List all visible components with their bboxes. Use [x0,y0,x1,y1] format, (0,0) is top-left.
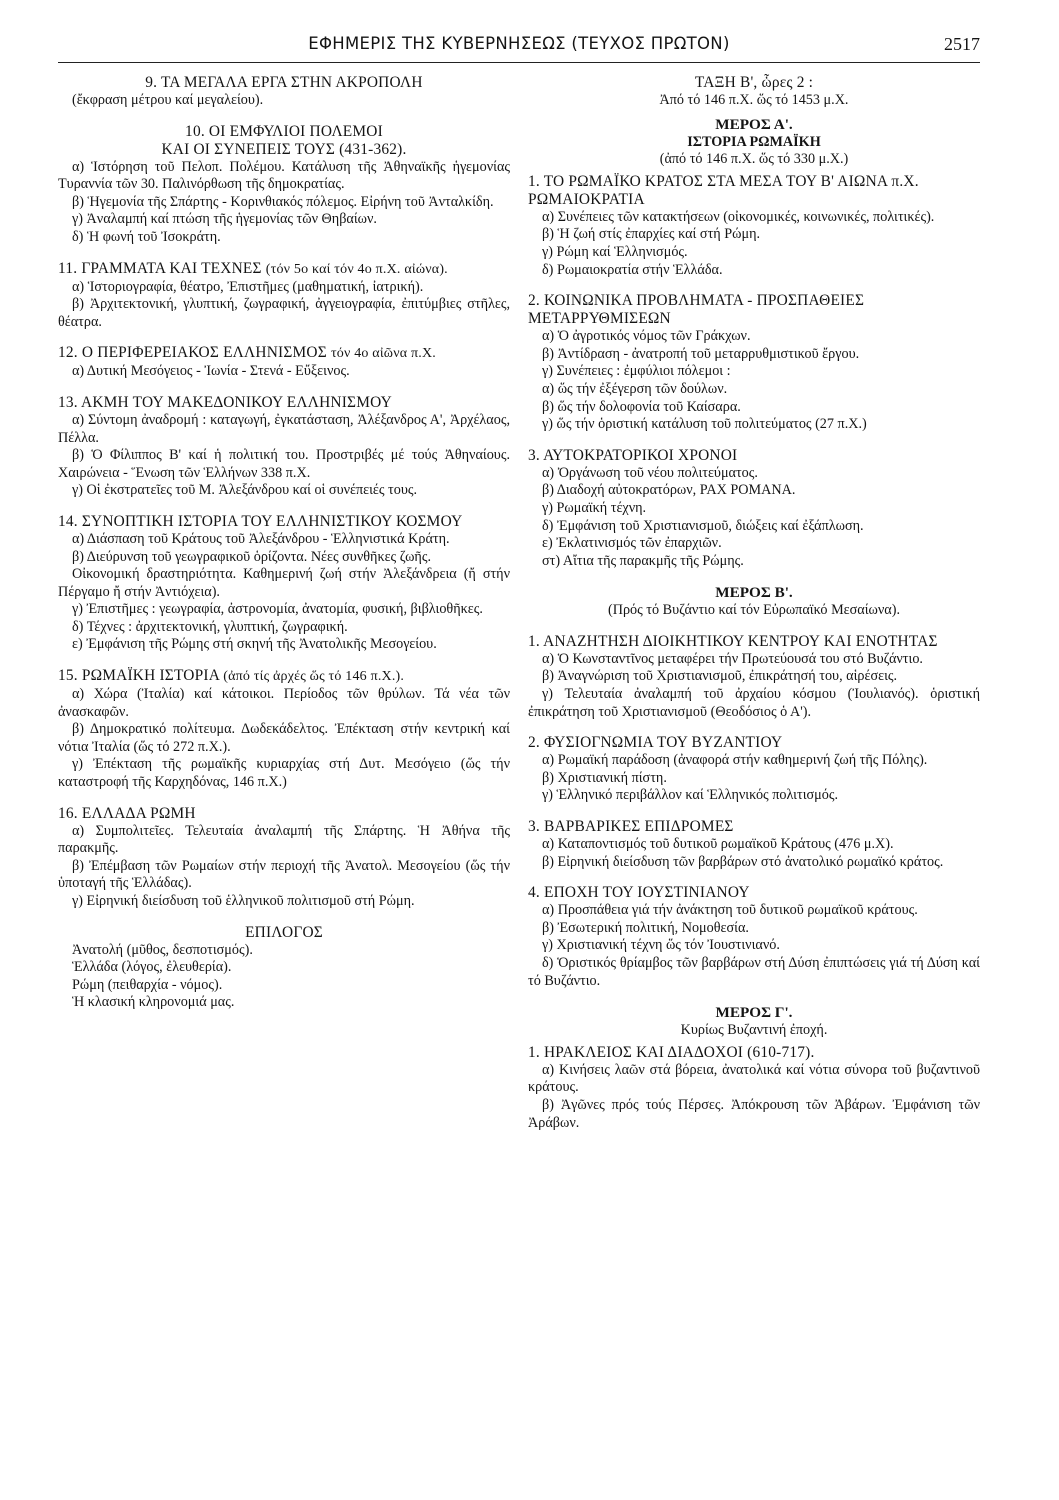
section-10 [58,123,510,247]
section-item: β) Ἀντίδραση - ἀνατροπή τοῦ μεταρρυθμιστικοῦ ἔργου. [542,345,860,362]
section-12 [58,344,510,381]
heading-tail: (τόν 5ο καί τόν 4ο π.Χ. αἰώνα). [265,261,448,277]
section-item: γ) Ἐπιστῆμες : γεωγραφία, ἀστρονομία, ἀνατομία, φυσική, βιβλιοθῆκες. [72,601,483,618]
epilogue-item: Ἡ κλασική κληρονομιά μας. [72,994,235,1011]
section-heading: 13. ΑΚΜΗ ΤΟΥ ΜΑΚΕΔΟΝΙΚΟΥ ΕΛΛΗΝΙΣΜΟΥ [58,393,392,411]
section-11 [58,260,510,332]
section-item: α) Κινήσεις λαῶν στά βόρεια, ἀνατολικά καί νότια σύνορα τοῦ βυζαντινοῦ κράτους. [528,1061,980,1096]
section-item: γ) Οἱ ἐκστρατεῖες τοῦ Μ. Ἀλεξάνδρου καί οἱ συνέπειές τους. [72,482,418,499]
part-a-section-1 [528,173,980,279]
section-heading: 4. ΕΠΟΧΗ ΤΟΥ ΙΟΥΣΤΙΝΙΑΝΟΥ [528,884,750,902]
right-column [528,74,980,1132]
section-item: γ) Ἐπέκταση τῆς ρωμαϊκῆς κυριαρχίας στή Δυτ. Μεσόγειο (ὥς τήν καταστροφή τῆς Καρχηδόνας, 146 π.Χ.) [58,756,510,791]
section-item: στ) Αἴτια τῆς παρακμῆς τῆς Ρώμης. [542,552,744,569]
section-item: β) Δημοκρατικό πολίτευμα. Δωδεκάδελτος. Ἐπέκταση στήν κεντρική καί νότια Ἰταλία (ὥς τό 272 π.Χ.). [58,721,510,755]
section-9 [58,74,510,110]
section-heading: 9. ΤΑ ΜΕΓΑΛΑ ΕΡΓΑ ΣΤΗΝ ΑΚΡΟΠΟΛΗ [145,74,423,91]
part-range: (ἀπό τό 146 π.Χ. ὥς τό 330 μ.Χ.) [659,151,849,168]
heading-text: 11. ΓΡΑΜΜΑΤΑ ΚΑΙ ΤΕΧΝΕΣ [58,259,262,277]
section-item: γ) Ἀναλαμπή καί πτώση τῆς ἡγεμονίας τῶν Θηβαίων. [72,211,377,228]
section-heading: 2. ΚΟΙΝΩΝΙΚΑ ΠΡΟΒΛΗΜΑΤΑ - ΠΡΟΣΠΑΘΕΙΕΣ ΜΕΤΑΡΡΥΘΜΙΣΕΩΝ [528,292,865,328]
section-heading-line2: ΚΑΙ ΟΙ ΣΥΝΕΠΕΙΣ ΤΟΥΣ (431-362). [161,140,407,158]
section-item: ε) Ἐμφάνιση τῆς Ρώμης στή σκηνή τῆς Ἀνατολικῆς Μεσογείου. [72,636,437,653]
section-heading [58,667,510,686]
section-item: β) ὥς τήν δολοφονία τοῦ Καίσαρα. [542,398,741,415]
section-item: β) Ἀγῶνες πρός τούς Πέρσες. Ἀπόκρουση τῶν Ἀβάρων. Ἐμφάνιση τῶν Ἀράβων. [528,1096,980,1131]
page-number: 2517 [944,34,980,54]
section-item: α) Ἱστόρηση τοῦ Πελοπ. Πολέμου. Κατάλυση τῆς Ἀθηναϊκῆς ἡγεμονίας Τυραννία τῶν 30. Παλινόρθωση τῆς δημοκρατίας. [58,158,510,193]
section-item: β) Ἡγεμονία τῆς Σπάρτης - Κορινθιακός πόλεμος. Εἰρήνη τοῦ Ἀνταλκίδη. [72,193,494,210]
section-item: δ) Ἐμφάνιση τοῦ Χριστιανισμοῦ, διώξεις καί ἐξάπλωση. [542,517,864,534]
gazette-title: ΕΦΗΜΕΡΙΣ ΤΗΣ ΚΥΒΕΡΝΗΣΕΩΣ (ΤΕΥΧΟΣ ΠΡΩΤΟΝ) [308,34,730,53]
section-item: β) Ἐσωτερική πολιτική, Νομοθεσία. [542,919,749,936]
section-heading: 3. ΑΥΤΟΚΡΑΤΟΡΙΚΟΙ ΧΡΟΝΟΙ [528,446,738,464]
part-title: ΜΕΡΟΣ Γ'. [715,1004,793,1022]
heading-text: 12. Ο ΠΕΡΙΦΕΡΕΙΑΚΟΣ ΕΛΛΗΝΙΣΜΟΣ [58,344,327,362]
section-item: β) Ἐπέμβαση τῶν Ρωμαίων στήν περιοχή τῆς Ἀνατολ. Μεσογείου (ὥς τήν ὑποταγή τῆς Ἑλλάδας). [58,857,510,892]
section-item: ε) Ἐκλατινισμός τῶν ἐπαρχιῶν. [542,535,722,552]
section-heading: 1. ΗΡΑΚΛΕΙΟΣ ΚΑΙ ΔΙΑΔΟΧΟΙ (610-717). [528,1043,815,1061]
section-item: δ) Ὁριστικός θρίαμβος τῶν βαρβάρων στή Δύση ἐπιπτώσεις γιά τή Δύση καί τό Βυζάντιο. [528,955,980,989]
section-item: γ) Ρωμαϊκή τέχνη. [542,499,647,516]
section-heading [58,344,510,363]
part-b-section-1 [528,633,980,721]
section-heading: 1. ΤΟ ΡΩΜΑΪΚΟ ΚΡΑΤΟΣ ΣΤΑ ΜΕΣΑ ΤΟΥ Β' ΑΙΩΝΑ π.Χ. ΡΩΜΑΙΟΚΡΑΤΙΑ [528,172,919,208]
section-heading: 10. ΟΙ ΕΜΦΥΛΙΟΙ ΠΟΛΕΜΟΙ [185,122,383,140]
section-item: α) Ὀργάνωση τοῦ νέου πολιτεύματος. [542,464,758,481]
section-item: δ) Τέχνες : ἀρχιτεκτονική, γλυπτική, ζωγραφική. [72,618,348,635]
section-item: α) Σύντομη ἀναδρομή : καταγωγή, ἐγκατάσταση, Ἀλέξανδρος Α', Ἀρχέλαος, Πέλλα. [58,411,510,446]
part-c [528,1004,980,1040]
part-subtitle: (Πρός τό Βυζάντιο καί τόν Εὐρωπαϊκό Μεσαίωνα). [607,602,900,619]
section-item: γ) ὥς τήν ὁριστική κατάλυση τοῦ πολιτεύματος (27 π.Χ.) [542,416,867,433]
section-item: (ἔκφραση μέτρου καί μεγαλείου). [72,92,264,108]
page-header [58,34,980,62]
section-item: γ) Τελευταία ἀναλαμπή τοῦ ἀρχαίου κόσμου (Ἰουλιανός). ὁριστική ἐπικράτηση τοῦ Χριστιανισμοῦ (Θεοδόσιος ὁ Α'). [528,686,980,720]
section-item: α) ὥς τήν ἐξέγερση τῶν δούλων. [542,380,728,397]
section-item: β) Διαδοχή αὐτοκρατόρων, ΡΑΧ ΡΟΜΑΝΑ. [542,482,796,499]
section-item: α) Δυτική Μεσόγειος - Ἰωνία - Στενά - Εὔξεινος. [72,363,350,380]
part-b [528,584,980,620]
part-b-section-3 [528,818,980,871]
part-subtitle: Κυρίως Βυζαντινή ἐποχή. [680,1022,828,1039]
part-b-section-4 [528,884,980,990]
epilogue-item: Ἀνατολή (μῦθος, δεσποτισμός). [72,941,253,958]
section-item: γ) Ρώμη καί Ἑλληνισμός. [542,243,688,260]
part-b-section-2 [528,734,980,805]
section-14 [58,513,510,654]
section-heading [58,260,510,279]
header-rule [58,62,980,63]
epilogue-heading: ΕΠΙΛΟΓΟΣ [245,923,323,941]
part-a [528,116,980,169]
section-item: γ) Εἰρηνική διείσδυση τοῦ ἑλληνικοῦ πολιτισμοῦ στή Ρώμη. [72,893,415,909]
section-item: α) Ὁ ἀγροτικός νόμος τῶν Γράκχων. [542,328,751,345]
section-item: β) Διεύρυνση τοῦ γεωγραφικοῦ ὁρίζοντα. Νέες συνθῆκες ζωῆς. [72,548,432,565]
class-range: Ἀπό τό 146 π.Χ. ὥς τό 1453 μ.Χ. [659,92,849,108]
section-item: δ) Ρωμαιοκρατία στήν Ἑλλάδα. [542,261,723,278]
section-15 [58,667,510,792]
section-heading: 2. ΦΥΣΙΟΓΝΩΜΙΑ ΤΟΥ ΒΥΖΑΝΤΙΟΥ [528,734,783,752]
section-item: β) Ὁ Φίλιππος Β' καί ἡ πολιτική του. Προστριβές μέ τούς Ἀθηναίους. Χαιρώνεια - Ἕνωση τῶν Ἑλλήνων 338 π.Χ. [58,447,510,481]
section-item: β) Εἰρηνική διείσδυση τῶν βαρβάρων στό ἀνατολικό ρωμαϊκό κράτος. [542,853,944,870]
section-item: β) Ἀναγνώριση τοῦ Χριστιανισμοῦ, ἐπικράτησή του, αἱρέσεις. [542,668,898,685]
heading-text: 15. ΡΩΜΑΪΚΗ ΙΣΤΟΡΙΑ [58,667,220,685]
section-item: γ) Χριστιανική τέχνη ὥς τόν Ἰουστινιανό. [542,937,780,954]
part-title: ΜΕΡΟΣ Α'. [715,115,793,133]
section-heading: 1. ΑΝΑΖΗΤΗΣΗ ΔΙΟΙΚΗΤΙΚΟΥ ΚΕΝΤΡΟΥ ΚΑΙ ΕΝΟΤΗΤΑΣ [528,632,938,650]
section-item: α) Συμπολιτεῖες. Τελευταία ἀναλαμπή τῆς Σπάρτης. Ἡ Ἀθήνα τῆς παρακμῆς. [58,822,510,857]
section-item: β) Χριστιανική πίστη. [542,769,667,786]
class-heading: ΤΑΞΗ Β', ὧρες 2 : [694,74,814,91]
section-item: γ) Συνέπειες : ἐμφύλιοι πόλεμοι : [542,363,731,380]
section-heading: 3. ΒΑΡΒΑΡΙΚΕΣ ΕΠΙΔΡΟΜΕΣ [528,818,734,836]
section-item: γ) Ἑλληνικό περιβάλλον καί Ἑλληνικός πολιτισμός. [542,787,839,804]
section-item: β) Ἀρχιτεκτονική, γλυπτική, ζωγραφική, ἀγγειογραφία, ἐπιτύμβιες στῆλες, θέατρα. [58,296,510,330]
section-13 [58,394,510,500]
section-item: α) Ἱστοριογραφία, θέατρο, Ἐπιστῆμες (μαθηματική, ἰατρική). [72,278,424,295]
section-item: δ) Ἡ φωνή τοῦ Ἰσοκράτη. [72,228,221,245]
part-title: ΜΕΡΟΣ Β'. [715,584,793,602]
heading-tail: τόν 4ο αἰῶνα π.Χ. [330,346,436,362]
epilogue-item: Ρώμη (πειθαρχία - νόμος). [72,976,223,993]
part-c-section-1 [528,1044,980,1132]
section-heading: 16. ΕΛΛΑΔΑ ΡΩΜΗ [58,804,196,822]
heading-tail: (ἀπό τίς ἀρχές ὥς τό 146 π.Χ.). [223,669,405,685]
part-subtitle: ΙΣΤΟΡΙΑ ΡΩΜΑΪΚΗ [687,133,821,150]
epilogue-item: Ἑλλάδα (λόγος, ἐλευθερία). [72,959,232,976]
section-item: Οἰκονομική δραστηριότητα. Καθημερινή ζωή στήν Ἀλεξάνδρεια (ἤ στήν Πέργαμο ἤ στήν Ἀντιόχεια). [58,566,510,600]
section-heading: 14. ΣΥΝΟΠΤΙΚΗ ΙΣΤΟΡΙΑ ΤΟΥ ΕΛΛΗΝΙΣΤΙΚΟΥ ΚΟΣΜΟΥ [58,512,463,530]
part-a-section-2 [528,292,980,434]
section-16 [58,805,510,911]
part-a-section-3 [528,447,980,571]
section-item: α) Συνέπειες τῶν κατακτήσεων (οἰκονομικές, κοινωνικές, πολιτικές). [542,208,935,225]
section-item: α) Ὁ Κωνσταντῖνος μεταφέρει τήν Πρωτεύουσά του στό Βυζάντιο. [542,650,923,667]
left-column [58,74,510,1012]
section-item: β) Ἡ ζωή στίς ἐπαρχίες καί στή Ρώμη. [542,226,761,243]
section-item: α) Προσπάθεια γιά τήν ἀνάκτηση τοῦ δυτικοῦ ρωμαϊκοῦ κράτους. [542,902,918,919]
section-item: α) Διάσπαση τοῦ Κράτους τοῦ Ἀλεξάνδρου - Ἑλληνιστικά Κράτη. [72,530,450,547]
section-item: α) Καταποντισμός τοῦ δυτικοῦ ρωμαϊκοῦ Κράτους (476 μ.Χ). [542,836,894,853]
epilogue [58,924,510,1012]
section-item: α) Χώρα (Ἰταλία) καί κάτοικοι. Περίοδος τῶν θρύλων. Τά νέα τῶν ἀνασκαφῶν. [58,686,510,720]
section-item: α) Ρωμαϊκή παράδοση (ἀναφορά στήν καθημερινή ζωή τῆς Πόλης). [542,752,928,769]
